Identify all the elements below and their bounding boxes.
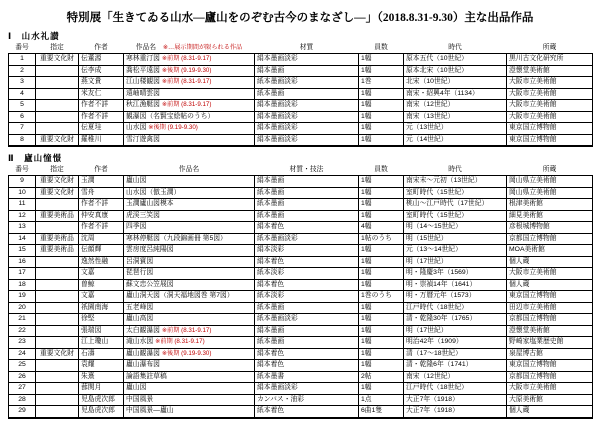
- cell-artist: 作者不詳: [79, 222, 124, 234]
- cell-material: 絹本淡彩: [255, 245, 359, 257]
- cell-period: 元（14世紀）: [404, 134, 507, 146]
- table-row: [9, 88, 593, 100]
- cell-no: 23: [9, 337, 36, 349]
- cell-title: 廬山図: [124, 176, 255, 188]
- cell-material: 絹本着色: [255, 222, 359, 234]
- cell-designation: 重要美術品: [36, 210, 79, 222]
- cell-no: 12: [9, 210, 36, 222]
- cell-artist: 曽鯨: [79, 279, 124, 291]
- cell-quantity: 1幅: [359, 245, 404, 257]
- table-row: [9, 291, 593, 303]
- cell-no: 20: [9, 302, 36, 314]
- table-row: [9, 233, 593, 245]
- table-row: [9, 100, 593, 112]
- cell-material: 紙本着色: [255, 406, 359, 418]
- cell-collection: 東京国立博物館: [507, 360, 593, 372]
- cell-no: 10: [9, 187, 36, 199]
- table-row: [9, 210, 593, 222]
- cell-period: 明・万暦元年（1573）: [404, 291, 507, 303]
- cell-no: 11: [9, 199, 36, 211]
- cell-quantity: 1幅: [359, 134, 404, 146]
- cell-quantity: 1幅: [359, 383, 404, 395]
- section-heading: Ⅰ 山水礼讃: [8, 31, 60, 41]
- table-row: [9, 222, 593, 234]
- cell-quantity: 4幅: [359, 222, 404, 234]
- column-header-quantity: 員数: [374, 166, 388, 173]
- table-row: [9, 406, 593, 418]
- cell-no: 2: [9, 65, 36, 77]
- cell-artist: 伝夏珪: [79, 123, 124, 135]
- column-header-period: 時代: [448, 166, 462, 173]
- cell-no: 13: [9, 222, 36, 234]
- column-header-designation: 指定: [50, 166, 64, 173]
- cell-collection: 岡山県立美術館: [507, 176, 593, 188]
- column-header-no: 番号: [15, 166, 29, 173]
- cell-collection: 個人蔵: [507, 279, 593, 291]
- works-table-2: [8, 165, 593, 419]
- cell-title: 喬松平遠図 ※後期 (9.19-9.30): [124, 65, 255, 77]
- cell-quantity: 1幅: [359, 279, 404, 291]
- cell-period: 元（13世紀）: [404, 123, 507, 135]
- cell-title: 中国風景: [124, 394, 255, 406]
- section-heading: Ⅱ 廬山憧憬: [8, 153, 63, 163]
- cell-collection: 京都国立博物館: [507, 314, 593, 326]
- cell-title: 滝山水図 ※前期 (8.31-9.17): [124, 337, 255, 349]
- table-row: [9, 279, 593, 291]
- cell-collection: 大阪市立美術館: [507, 111, 593, 123]
- table-row: [9, 360, 593, 372]
- cell-quantity: 1幅: [359, 337, 404, 349]
- cell-collection: 大阪市立美術館: [507, 383, 593, 395]
- cell-designation: [36, 199, 79, 211]
- works-table-1: [8, 43, 593, 147]
- period-note: ※後期 (9.19-9.30): [161, 66, 212, 74]
- cell-artist: 逸然性融: [79, 256, 124, 268]
- cell-no: 19: [9, 291, 36, 303]
- cell-designation: [36, 123, 79, 135]
- cell-designation: [36, 325, 79, 337]
- cell-no: 28: [9, 394, 36, 406]
- cell-artist: 袁耀: [79, 360, 124, 372]
- cell-collection: 東京国立博物館: [507, 134, 593, 146]
- cell-no: 4: [9, 88, 36, 100]
- cell-material: 絹本墨画淡彩: [255, 383, 359, 395]
- cell-period: 原本北宋（10世紀）: [404, 65, 507, 77]
- column-header-no: 番号: [15, 44, 29, 51]
- column-header-artist: 作者: [94, 44, 108, 51]
- cell-period: 大正7年（1918）: [404, 394, 507, 406]
- cell-collection: 根津美術館: [507, 199, 593, 211]
- cell-title: 雲房度呂純陽図: [124, 245, 255, 257]
- cell-quantity: 1幅: [359, 100, 404, 112]
- cell-quantity: 1幅: [359, 256, 404, 268]
- cell-period: 明（15世紀）: [404, 233, 507, 245]
- cell-title: 山水図（倣玉澗）: [124, 187, 255, 199]
- cell-title: 寒林重汀図 ※前期 (8.31-9.17): [124, 54, 255, 66]
- cell-material: 紙本墨画淡彩: [255, 314, 359, 326]
- cell-period: 明・隆慶3年（1569）: [404, 268, 507, 280]
- cell-collection: 京都国立博物館: [507, 371, 593, 383]
- column-header-material: 材質: [299, 44, 314, 51]
- cell-material: 紙本墨画: [255, 210, 359, 222]
- cell-period: 明・崇禎14年（1641）: [404, 279, 507, 291]
- cell-quantity: 1幅: [359, 199, 404, 211]
- cell-title: 廬山瀑布図: [124, 360, 255, 372]
- cell-quantity: 2帖: [359, 371, 404, 383]
- cell-designation: [36, 360, 79, 372]
- cell-period: 南宋・紹興4年（1134）: [404, 88, 507, 100]
- table-row: [9, 383, 593, 395]
- cell-material: 絹本墨画: [255, 325, 359, 337]
- cell-artist: 仲安真康: [79, 210, 124, 222]
- cell-period: 南宋末～元初（13世紀）: [404, 176, 507, 188]
- cell-designation: [36, 268, 79, 280]
- cell-collection: 澄懐堂美術館: [507, 325, 593, 337]
- table-row: [9, 348, 593, 360]
- section-sansui-raisan: [8, 30, 592, 147]
- cell-designation: [36, 394, 79, 406]
- cell-material: 紙本墨画: [255, 187, 359, 199]
- cell-period: 桃山～江戸時代（17世紀）: [404, 199, 507, 211]
- cell-quantity: 1幅: [359, 348, 404, 360]
- cell-period: 清（17～18世紀）: [404, 348, 507, 360]
- cell-no: 1: [9, 54, 36, 66]
- column-header-quantity: 員数: [374, 44, 388, 51]
- cell-title: 廬山観瀑図 ※後期 (9.19-9.30): [124, 348, 255, 360]
- cell-no: 18: [9, 279, 36, 291]
- cell-no: 21: [9, 314, 36, 326]
- cell-material: 絹本着色: [255, 256, 359, 268]
- cell-artist: 文嘉: [79, 291, 124, 303]
- table-row: [9, 245, 593, 257]
- table-row: [9, 256, 593, 268]
- cell-designation: 重要文化財: [36, 54, 79, 66]
- cell-period: 清・乾隆6年（1741）: [404, 360, 507, 372]
- cell-title: 廬山高図: [124, 314, 255, 326]
- cell-period: 江戸時代（18世紀）: [404, 383, 507, 395]
- cell-designation: [36, 302, 79, 314]
- cell-period: 大正7年（1918）: [404, 406, 507, 418]
- cell-artist: 文嘉: [79, 268, 124, 280]
- cell-title: 蘇文忠公笠屐図: [124, 279, 255, 291]
- cell-designation: [36, 88, 79, 100]
- cell-title: 廬山洞天図（洞天福地図巻 第7図）: [124, 291, 255, 303]
- cell-period: 室町時代（15世紀）: [404, 210, 507, 222]
- cell-title: 論語集註草稿: [124, 371, 255, 383]
- cell-quantity: 1幅: [359, 268, 404, 280]
- cell-quantity: 1幅: [359, 325, 404, 337]
- table-row: [9, 325, 593, 337]
- cell-artist: 作者不詳: [79, 111, 124, 123]
- cell-collection: 細見美術館: [507, 210, 593, 222]
- cell-title: 太白観瀑図 ※前期 (8.31-9.17): [124, 325, 255, 337]
- cell-material: 絹本墨画淡彩: [255, 111, 359, 123]
- cell-designation: [36, 279, 79, 291]
- cell-designation: [36, 406, 79, 418]
- cell-no: 25: [9, 360, 36, 372]
- cell-designation: 重要美術品: [36, 245, 79, 257]
- cell-period: 南宋（13世紀）: [404, 111, 507, 123]
- cell-title: 中国風景―廬山: [124, 406, 255, 418]
- cell-collection: 彦根城博物館: [507, 222, 593, 234]
- cell-collection: 田辺市立美術館: [507, 302, 593, 314]
- table-row: [9, 268, 593, 280]
- table-row: [9, 134, 593, 146]
- cell-artist: 朱熹: [79, 371, 124, 383]
- cell-artist: 羅稚川: [79, 134, 124, 146]
- cell-no: 6: [9, 111, 36, 123]
- cell-material: 紙本墨画淡彩: [255, 77, 359, 89]
- table-row: [9, 187, 593, 199]
- cell-designation: 重要文化財: [36, 134, 79, 146]
- cell-material: 絹本着色: [255, 360, 359, 372]
- cell-quantity: 1帖のうち: [359, 233, 404, 245]
- cell-designation: 重要美術品: [36, 233, 79, 245]
- cell-material: 紙本墨画: [255, 88, 359, 100]
- section-rozan-shokei: [8, 152, 592, 419]
- column-header-title: 作品名 ※…展示期間が限られる作品: [135, 44, 243, 51]
- table-row: [9, 54, 593, 66]
- cell-designation: 重要文化財: [36, 348, 79, 360]
- table-row: [9, 65, 593, 77]
- cell-quantity: 1幅: [359, 88, 404, 100]
- cell-period: 南宋（12世紀）: [404, 100, 507, 112]
- cell-artist: 伝董源: [79, 54, 124, 66]
- cell-no: 3: [9, 77, 36, 89]
- cell-collection: 黒川古文化研究所: [507, 54, 593, 66]
- cell-collection: 泉屋博古館: [507, 348, 593, 360]
- cell-no: 15: [9, 245, 36, 257]
- cell-collection: 大阪市立美術館: [507, 88, 593, 100]
- cell-title: 五老峰図: [124, 302, 255, 314]
- cell-material: 紙本墨画: [255, 337, 359, 349]
- cell-title: 廬山図: [124, 383, 255, 395]
- cell-period: 明治42年（1909）: [404, 337, 507, 349]
- cell-artist: 張瑞図: [79, 325, 124, 337]
- period-note: ※前期 (8.31-9.17): [161, 78, 212, 85]
- cell-material: 絹本墨画淡彩: [255, 134, 359, 146]
- cell-artist: 伝顔輝: [79, 245, 124, 257]
- cell-quantity: 1幅: [359, 314, 404, 326]
- table-row: [9, 77, 593, 89]
- cell-no: 9: [9, 176, 36, 188]
- cell-collection: 大原美術館: [507, 394, 593, 406]
- cell-collection: 東京国立博物館: [507, 123, 593, 135]
- cell-artist: 児島虎次郎: [79, 406, 124, 418]
- cell-quantity: 6曲1隻: [359, 406, 404, 418]
- cell-quantity: 1点: [359, 394, 404, 406]
- table-row: [9, 394, 593, 406]
- cell-artist: 江上瓊山: [79, 337, 124, 349]
- cell-no: 14: [9, 233, 36, 245]
- cell-quantity: 1幅: [359, 65, 404, 77]
- cell-quantity: 1巻: [359, 77, 404, 89]
- cell-collection: 個人蔵: [507, 406, 593, 418]
- cell-artist: 燕文貴: [79, 77, 124, 89]
- cell-no: 26: [9, 371, 36, 383]
- cell-material: 絹本墨画: [255, 65, 359, 77]
- cell-quantity: 1幅: [359, 210, 404, 222]
- column-header-designation: 指定: [50, 44, 64, 51]
- cell-material: 絹本墨画淡彩: [255, 123, 359, 135]
- cell-artist: 作者不詳: [79, 199, 124, 211]
- column-header-collection: 所蔵: [542, 44, 557, 51]
- cell-artist: 雪舟: [79, 187, 124, 199]
- cell-quantity: 1幅: [359, 302, 404, 314]
- cell-material: 絹本墨画淡彩: [255, 100, 359, 112]
- cell-title: 呂洞賓図: [124, 256, 255, 268]
- cell-collection: 大阪市立美術館: [507, 268, 593, 280]
- cell-collection: 個人蔵: [507, 256, 593, 268]
- cell-no: 24: [9, 348, 36, 360]
- cell-collection: 大阪市立美術館: [507, 100, 593, 112]
- cell-material: 紙本墨画: [255, 302, 359, 314]
- cell-material: 紙本墨画淡彩: [255, 233, 359, 245]
- cell-title: 琵琶行図: [124, 268, 255, 280]
- cell-artist: 児島虎次郎: [79, 394, 124, 406]
- period-note: ※後期 (9.19-9.30): [148, 124, 198, 131]
- cell-material: 紙本墨書: [255, 371, 359, 383]
- cell-material: 絹本着色: [255, 279, 359, 291]
- cell-collection: 東京国立博物館: [507, 291, 593, 303]
- document-title: 特別展「生きてゐる山水―廬山をのぞむ古今のまなざし―」（2018.8.31-9.30）主な出品作品: [66, 12, 534, 24]
- table-row: [9, 337, 593, 349]
- period-note: ※前期 (8.31-9.17): [161, 55, 212, 62]
- cell-title: 観瀑図（名賢宝絵帖のうち）: [124, 111, 255, 123]
- cell-period: 北宋（10世紀）: [404, 77, 507, 89]
- cell-period: 原本五代（10世紀）: [404, 54, 507, 66]
- cell-material: 絹本墨画淡彩: [255, 54, 359, 66]
- cell-period: 明（17世紀）: [404, 325, 507, 337]
- cell-period: 室町時代（15世紀）: [404, 187, 507, 199]
- cell-quantity: 1幅: [359, 187, 404, 199]
- cell-no: 17: [9, 268, 36, 280]
- cell-designation: [36, 65, 79, 77]
- column-header-collection: 所蔵: [542, 166, 557, 173]
- cell-designation: [36, 371, 79, 383]
- cell-artist: 米友仁: [79, 88, 124, 100]
- period-note: ※前期 (8.31-9.17): [161, 101, 212, 108]
- cell-title: 遠岫晴雲図: [124, 88, 255, 100]
- cell-title: 秋江漁艇図 ※前期 (8.31-9.17): [124, 100, 255, 112]
- cell-quantity: 1幅: [359, 360, 404, 372]
- cell-artist: 徐堅: [79, 314, 124, 326]
- cell-collection: 岡山県立美術館: [507, 187, 593, 199]
- cell-designation: [36, 291, 79, 303]
- cell-artist: 蔀関月: [79, 383, 124, 395]
- column-header-title: 作品名: [178, 166, 200, 173]
- cell-artist: 玉澗: [79, 176, 124, 188]
- table-row: [9, 199, 593, 211]
- cell-title: 玉澗廬山図模本: [124, 199, 255, 211]
- column-header-material: 材質・技法: [289, 166, 324, 173]
- cell-collection: MOA美術館: [507, 245, 593, 257]
- cell-designation: [36, 111, 79, 123]
- table-row: [9, 123, 593, 135]
- cell-period: 明（17世紀）: [404, 256, 507, 268]
- cell-title: 虎渓三笑図: [124, 210, 255, 222]
- cell-designation: [36, 222, 79, 234]
- cell-quantity: 1幅: [359, 176, 404, 188]
- cell-designation: [36, 77, 79, 89]
- cell-no: 22: [9, 325, 36, 337]
- column-header-artist: 作者: [94, 166, 108, 173]
- cell-no: 29: [9, 406, 36, 418]
- cell-artist: 伝李成: [79, 65, 124, 77]
- cell-quantity: 1幅: [359, 111, 404, 123]
- column-header-period: 時代: [448, 44, 462, 51]
- cell-designation: [36, 314, 79, 326]
- cell-artist: 作者不詳: [79, 100, 124, 112]
- cell-no: 5: [9, 100, 36, 112]
- table-row: [9, 302, 593, 314]
- cell-collection: 大阪市立美術館: [507, 77, 593, 89]
- table-row: [9, 111, 593, 123]
- cell-quantity: 1幅: [359, 54, 404, 66]
- table-row: [9, 371, 593, 383]
- cell-no: 7: [9, 123, 36, 135]
- table-header-row: [9, 165, 593, 176]
- cell-no: 27: [9, 383, 36, 395]
- cell-title: 雪汀遊禽図: [124, 134, 255, 146]
- table-header-row: [9, 43, 593, 54]
- cell-period: 清・乾隆30年（1765）: [404, 314, 507, 326]
- cell-designation: [36, 383, 79, 395]
- cell-no: 16: [9, 256, 36, 268]
- cell-designation: 重要文化財: [36, 187, 79, 199]
- cell-material: 絹本墨画: [255, 176, 359, 188]
- cell-material: カンバス・油彩: [255, 394, 359, 406]
- cell-collection: 野崎家塩業歴史館: [507, 337, 593, 349]
- period-note: ※前期 (8.31-9.17): [155, 338, 205, 345]
- cell-quantity: 1巻のうち: [359, 291, 404, 303]
- cell-designation: [36, 100, 79, 112]
- cell-no: 8: [9, 134, 36, 146]
- cell-collection: 京都国立博物館: [507, 233, 593, 245]
- exhibit-period-note: ※…展示期間が限られる作品: [162, 44, 243, 51]
- cell-designation: [36, 256, 79, 268]
- cell-artist: 祇園南海: [79, 302, 124, 314]
- cell-period: 南宋（12世紀）: [404, 371, 507, 383]
- cell-material: 紙本墨画: [255, 199, 359, 211]
- period-note: ※後期 (9.19-9.30): [161, 349, 212, 357]
- cell-period: 江戸時代（18世紀）: [404, 302, 507, 314]
- cell-title: 江山楼観図 ※前期 (8.31-9.17): [124, 77, 255, 89]
- cell-material: 絹本着色: [255, 348, 359, 360]
- table-row: [9, 314, 593, 326]
- cell-material: 紙本淡彩: [255, 291, 359, 303]
- cell-title: 寒林停艇図（九段錦画冊 第5図）: [124, 233, 255, 245]
- cell-period: 明（14～15世紀）: [404, 222, 507, 234]
- cell-artist: 石濤: [79, 348, 124, 360]
- cell-title: 四季図: [124, 222, 255, 234]
- cell-title: 山水図 ※後期 (9.19-9.30): [124, 123, 255, 135]
- cell-artist: 沈周: [79, 233, 124, 245]
- cell-period: 元（13～14世紀）: [404, 245, 507, 257]
- cell-material: 紙本淡彩: [255, 268, 359, 280]
- cell-designation: [36, 337, 79, 349]
- cell-quantity: 1幅: [359, 123, 404, 135]
- period-note: ※前期 (8.31-9.17): [161, 326, 212, 334]
- table-row: [9, 176, 593, 188]
- cell-collection: 澄懐堂美術館: [507, 65, 593, 77]
- cell-designation: 重要文化財: [36, 176, 79, 188]
